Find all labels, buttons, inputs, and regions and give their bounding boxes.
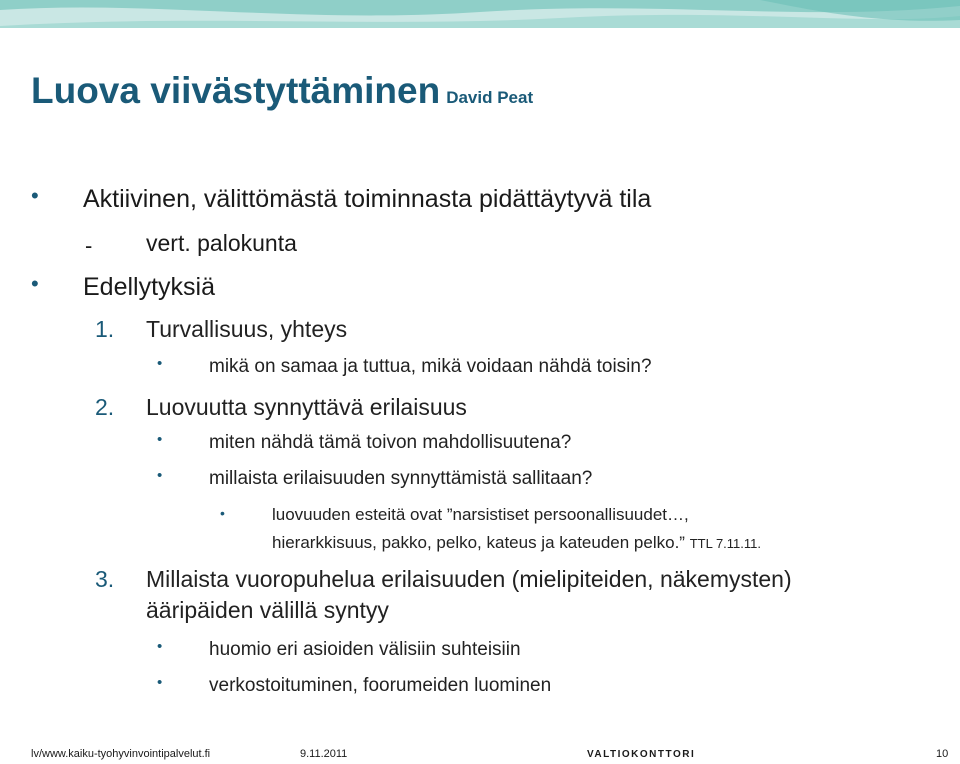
bullet-icon: • (31, 271, 39, 296)
number-marker: 1. (95, 316, 115, 342)
number-marker: 2. (95, 394, 115, 420)
number-marker: 3. (95, 566, 115, 592)
slide-title (31, 70, 533, 112)
slide-title-text: Luova viivästyttäminen (31, 70, 441, 111)
bullet-icon: • (157, 674, 163, 691)
footer-website: lv/www.kaiku-tyohyvinvointipalvelut.fi (31, 748, 211, 760)
item-obstacles-text: hierarkkisuus, pakko, pelko, kateus ja kateuden pelko.” (272, 533, 685, 552)
footer-date: 9.11.2011 (300, 748, 348, 760)
item-dialogue-line2: ääripäiden välillä syntyy (146, 597, 389, 623)
item-creative-difference: Luovuutta synnyttävä erilaisuus (146, 394, 467, 420)
header-band (0, 0, 960, 28)
bullet-icon: • (31, 183, 39, 208)
bullet-icon: • (157, 467, 163, 484)
item-networking: verkostoituminen, foorumeiden luominen (209, 675, 552, 696)
item-obstacles-line1: luovuuden esteitä ovat ”narsistiset persoonallisuudet…, (272, 505, 689, 524)
bullet-icon: • (157, 431, 163, 448)
dash-marker: - (85, 233, 93, 258)
item-safety-connection: Turvallisuus, yhteys (146, 316, 348, 342)
item-dialogue-line1: Millaista vuoropuhelua erilaisuuden (mielipiteiden, näkemysten) (146, 566, 792, 592)
header-wave-decoration (0, 0, 960, 28)
bullet-icon: • (157, 638, 163, 655)
slide-title-author: David Peat (446, 88, 534, 107)
item-see-as-hope: miten nähdä tämä toivon mahdollisuutena? (209, 432, 572, 453)
bullet-icon: • (220, 505, 225, 521)
item-same-familiar: mikä on samaa ja tuttua, mikä voidaan nähdä toisin? (209, 356, 652, 377)
item-allowed-difference: millaista erilaisuuden synnyttämistä sallitaan? (209, 468, 593, 489)
bullet-active-state: Aktiivinen, välittömästä toiminnasta pidättäytyvä tila (83, 185, 652, 213)
sub-item-fire-brigade: vert. palokunta (146, 230, 297, 256)
bullet-prerequisites: Edellytyksiä (83, 273, 215, 301)
footer-logo: VALTIOKONTTORI (587, 749, 696, 760)
item-relationships: huomio eri asioiden välisiin suhteisiin (209, 639, 521, 660)
bullet-icon: • (157, 355, 163, 372)
item-obstacles-reference: TTL 7.11.11. (689, 536, 761, 551)
item-obstacles-line2 (272, 533, 761, 553)
footer-page-number: 10 (936, 748, 949, 760)
